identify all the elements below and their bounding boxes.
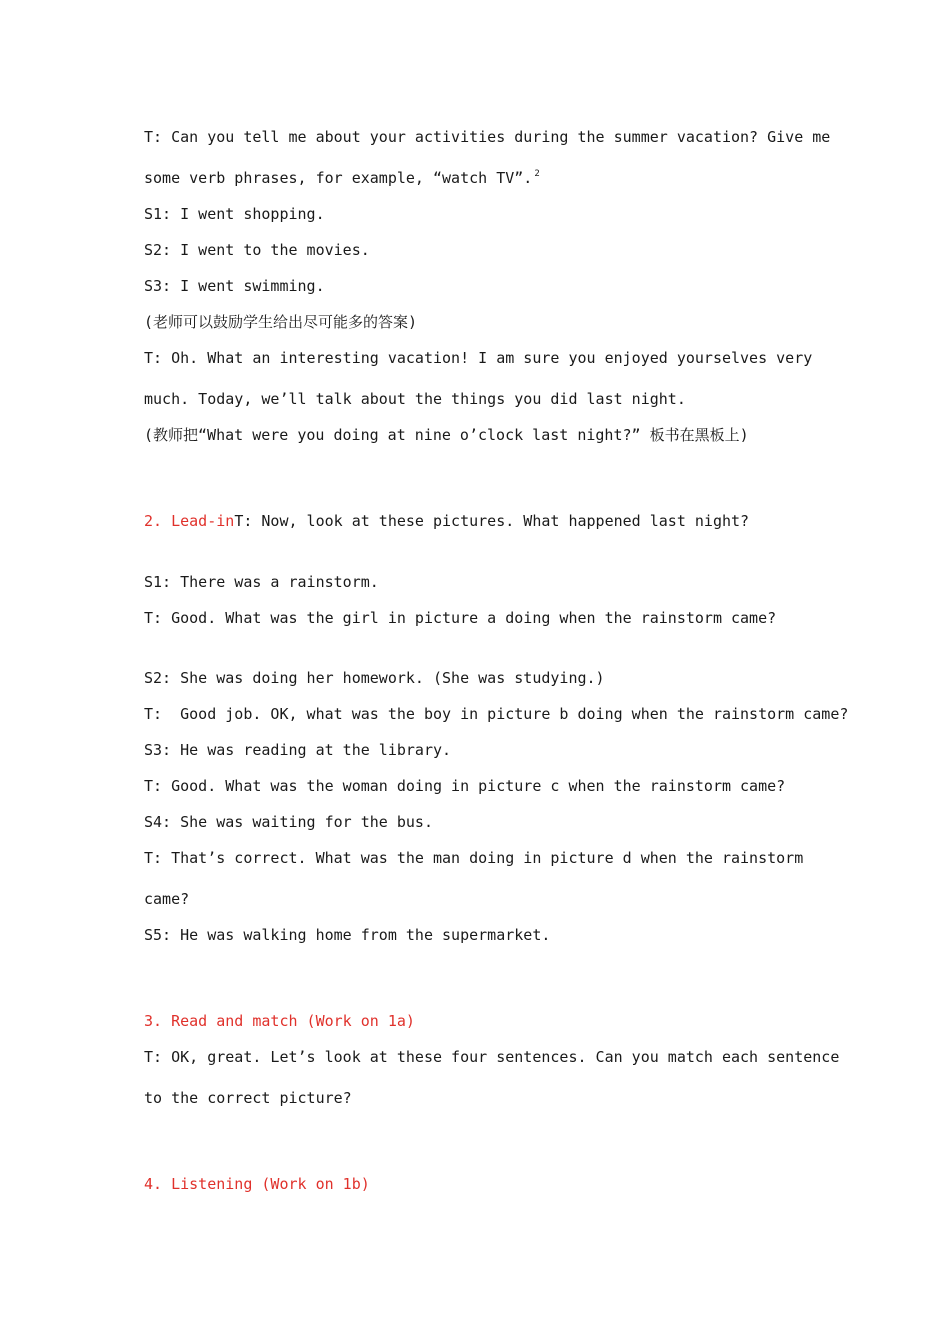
teacher-line: T: Oh. What an interesting vacation! I am sure you enjoyed yourselves very	[144, 349, 813, 367]
student-line: S2: She was doing her homework. (She was studying.)	[144, 669, 605, 687]
teacher-line: T: Good. What was the girl in picture a doing when the rainstorm came?	[144, 609, 777, 627]
section-heading-lead-in: 2. Lead-in	[144, 512, 235, 530]
teacher-line: T: Good. What was the woman doing in picture c when the rainstorm came?	[144, 777, 786, 795]
lead-in-paragraph	[144, 512, 749, 530]
teacher-note: (老师可以鼓励学生给出尽可能多的答案)	[144, 313, 418, 331]
student-line: S1: I went shopping.	[144, 205, 325, 223]
student-line: S3: I went swimming.	[144, 277, 325, 295]
teacher-note: (教师把“What were you doing at nine o’clock last night?” 板书在黑板上)	[144, 426, 749, 444]
teacher-line: T: Now, look at these pictures. What happened last night?	[234, 512, 750, 530]
teacher-line-continued: much. Today, we’ll talk about the things you did last night.	[144, 390, 686, 408]
student-line: S3: He was reading at the library.	[144, 741, 452, 759]
section-heading-read-match: 3. Read and match (Work on 1a)	[144, 1012, 415, 1030]
teacher-line: T: Can you tell me about your activities during the summer vacation? Give me	[144, 128, 831, 146]
student-line: S1: There was a rainstorm.	[144, 573, 379, 591]
teacher-line: T: That’s correct. What was the man doing in picture d when the rainstorm	[144, 849, 804, 867]
student-line: S2: I went to the movies.	[144, 241, 370, 259]
teacher-line-text: some verb phrases, for example, “watch TV”.	[144, 169, 533, 187]
student-line: S4: She was waiting for the bus.	[144, 813, 433, 831]
footnote-marker: 2	[534, 169, 540, 179]
student-line: S5: He was walking home from the supermarket.	[144, 926, 551, 944]
teacher-line: T: OK, great. Let’s look at these four sentences. Can you match each sentence	[144, 1048, 840, 1066]
teacher-line: T: Good job. OK, what was the boy in picture b doing when the rainstorm came?	[144, 705, 849, 723]
teacher-line-continued	[144, 169, 540, 187]
teacher-line-continued: came?	[144, 890, 190, 908]
teacher-line-continued: to the correct picture?	[144, 1089, 352, 1107]
section-heading-listening: 4. Listening (Work on 1b)	[144, 1175, 370, 1193]
